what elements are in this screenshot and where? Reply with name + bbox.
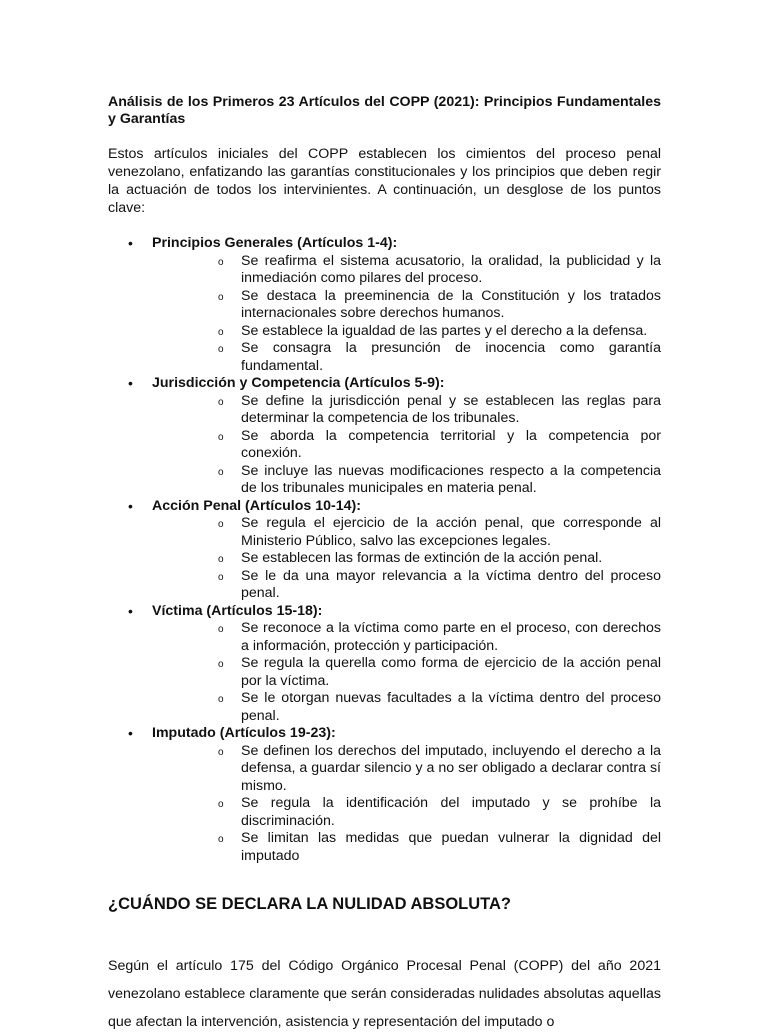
sub-list-item (152, 690, 661, 725)
circle-bullet-icon: o (218, 466, 224, 478)
sub-list-item (152, 743, 661, 796)
section-heading: ¿CUÁNDO SE DECLARA LA NULIDAD ABSOLUTA? (108, 895, 512, 913)
body-paragraph: Según el artículo 175 del Código Orgánico Procesal Penal (COPP) del año 2021 venezolano establece claramente que serán consideradas nulidades absolutas aquellas que afectan la intervención, asistencia y representación del imputado o (108, 958, 661, 1030)
bullet-icon: • (128, 725, 133, 741)
circle-bullet-icon: o (218, 256, 224, 268)
sub-list-item (152, 463, 661, 498)
document-page (108, 94, 661, 1036)
sub-list-item (152, 620, 661, 655)
sub-list-item-text: Se regula el ejercicio de la acción penal, que corresponde al Ministerio Público, salvo las excepciones legales. (241, 515, 661, 549)
circle-bullet-icon: o (218, 431, 224, 443)
sub-list-item (152, 830, 661, 865)
sub-list-item-text: Se define la jurisdicción penal y se establecen las reglas para determinar la competencia de los tribunales. (241, 392, 661, 426)
list-item (108, 603, 661, 726)
list-item (108, 235, 661, 375)
list-item (108, 375, 661, 498)
sub-list-item-text: Se le otorgan nuevas facultades a la víctima dentro del proceso penal. (241, 690, 661, 724)
sub-list-item-text: Se destaca la preeminencia de la Constitución y los tratados internacionales sobre derechos humanos. (241, 287, 661, 321)
circle-bullet-icon: o (218, 554, 224, 565)
bullet-icon: • (128, 235, 133, 251)
circle-bullet-icon: o (218, 396, 224, 408)
sub-list-item-text: Se incluye las nuevas modificaciones respecto a la competencia de los tribunales municipales en materia penal. (241, 462, 661, 496)
sub-list (152, 253, 661, 376)
sub-list-item (152, 795, 661, 830)
intro-paragraph: Estos artículos iniciales del COPP establecen los cimientos del proceso penal venezolano, enfatizando las garantías constitucionales y los principios que deben regir la actuación de todos los intervinientes. A continuación, un desglose de los puntos clave: (108, 146, 661, 216)
sub-list-item (152, 340, 661, 375)
circle-bullet-icon: o (218, 694, 224, 705)
section-title: Imputado (Artículos 19-23): (152, 725, 336, 741)
circle-bullet-icon: o (218, 746, 224, 758)
sub-list-item (152, 323, 661, 341)
sub-list-item (152, 428, 661, 463)
circle-bullet-icon: o (218, 834, 224, 845)
circle-bullet-icon: o (218, 571, 224, 583)
sub-list-item-text: Se regula la querella como forma de ejercicio de la acción penal por la víctima. (241, 655, 661, 689)
sub-list (152, 743, 661, 866)
sub-list-item (152, 253, 661, 288)
section-title: Principios Generales (Artículos 1-4): (152, 235, 398, 251)
key-points-list (108, 235, 661, 865)
bullet-icon: • (128, 375, 133, 391)
sub-list-item (152, 655, 661, 690)
sub-list-item-text: Se definen los derechos del imputado, incluyendo el derecho a la defensa, a guardar silencio y a no ser obligado a declarar contra sí mismo. (241, 742, 661, 794)
sub-list-item-text: Se establecen las formas de extinción de la acción penal. (241, 550, 603, 566)
circle-bullet-icon: o (218, 326, 224, 338)
section-title: Víctima (Artículos 15-18): (152, 602, 323, 619)
sub-list-item-text: Se le da una mayor relevancia a la víctima dentro del proceso penal. (241, 567, 661, 601)
circle-bullet-icon: o (218, 624, 224, 635)
sub-list-item (152, 393, 661, 428)
list-item (108, 498, 661, 603)
sub-list (152, 515, 661, 603)
document-title: Análisis de los Primeros 23 Artículos del COPP (2021): Principios Fundamentales y Garantías (108, 94, 661, 127)
circle-bullet-icon: o (218, 519, 224, 530)
section-title: Acción Penal (Artículos 10-14): (152, 497, 361, 514)
sub-list-item-text: Se aborda la competencia territorial y la competencia por conexión. (241, 427, 661, 461)
sub-list-item-text: Se regula la identificación del imputado y se prohíbe la discriminación. (241, 795, 661, 829)
sub-list-item-text: Se reconoce a la víctima como parte en el proceso, con derechos a información, protección y participación. (241, 620, 661, 654)
sub-list-item (152, 568, 661, 603)
bullet-icon: • (128, 602, 133, 619)
circle-bullet-icon: o (218, 344, 224, 355)
sub-list-item-text: Se reafirma el sistema acusatorio, la oralidad, la publicidad y la inmediación como pilares del proceso. (241, 252, 661, 286)
sub-list-item-text: Se limitan las medidas que puedan vulnerar la dignidad del imputado (241, 830, 661, 864)
sub-list-item (152, 288, 661, 323)
sub-list-item (152, 550, 661, 568)
circle-bullet-icon: o (218, 291, 224, 303)
sub-list-item-text: Se establece la igualdad de las partes y el derecho a la defensa. (241, 322, 648, 339)
circle-bullet-icon: o (218, 799, 224, 810)
list-item (108, 725, 661, 865)
section-title: Jurisdicción y Competencia (Artículos 5-9): (152, 375, 445, 391)
bullet-icon: • (128, 497, 133, 514)
sub-list (152, 620, 661, 725)
circle-bullet-icon: o (218, 659, 224, 670)
sub-list (152, 393, 661, 498)
sub-list-item-text: Se consagra la presunción de inocencia como garantía fundamental. (241, 340, 661, 374)
sub-list-item (152, 515, 661, 550)
